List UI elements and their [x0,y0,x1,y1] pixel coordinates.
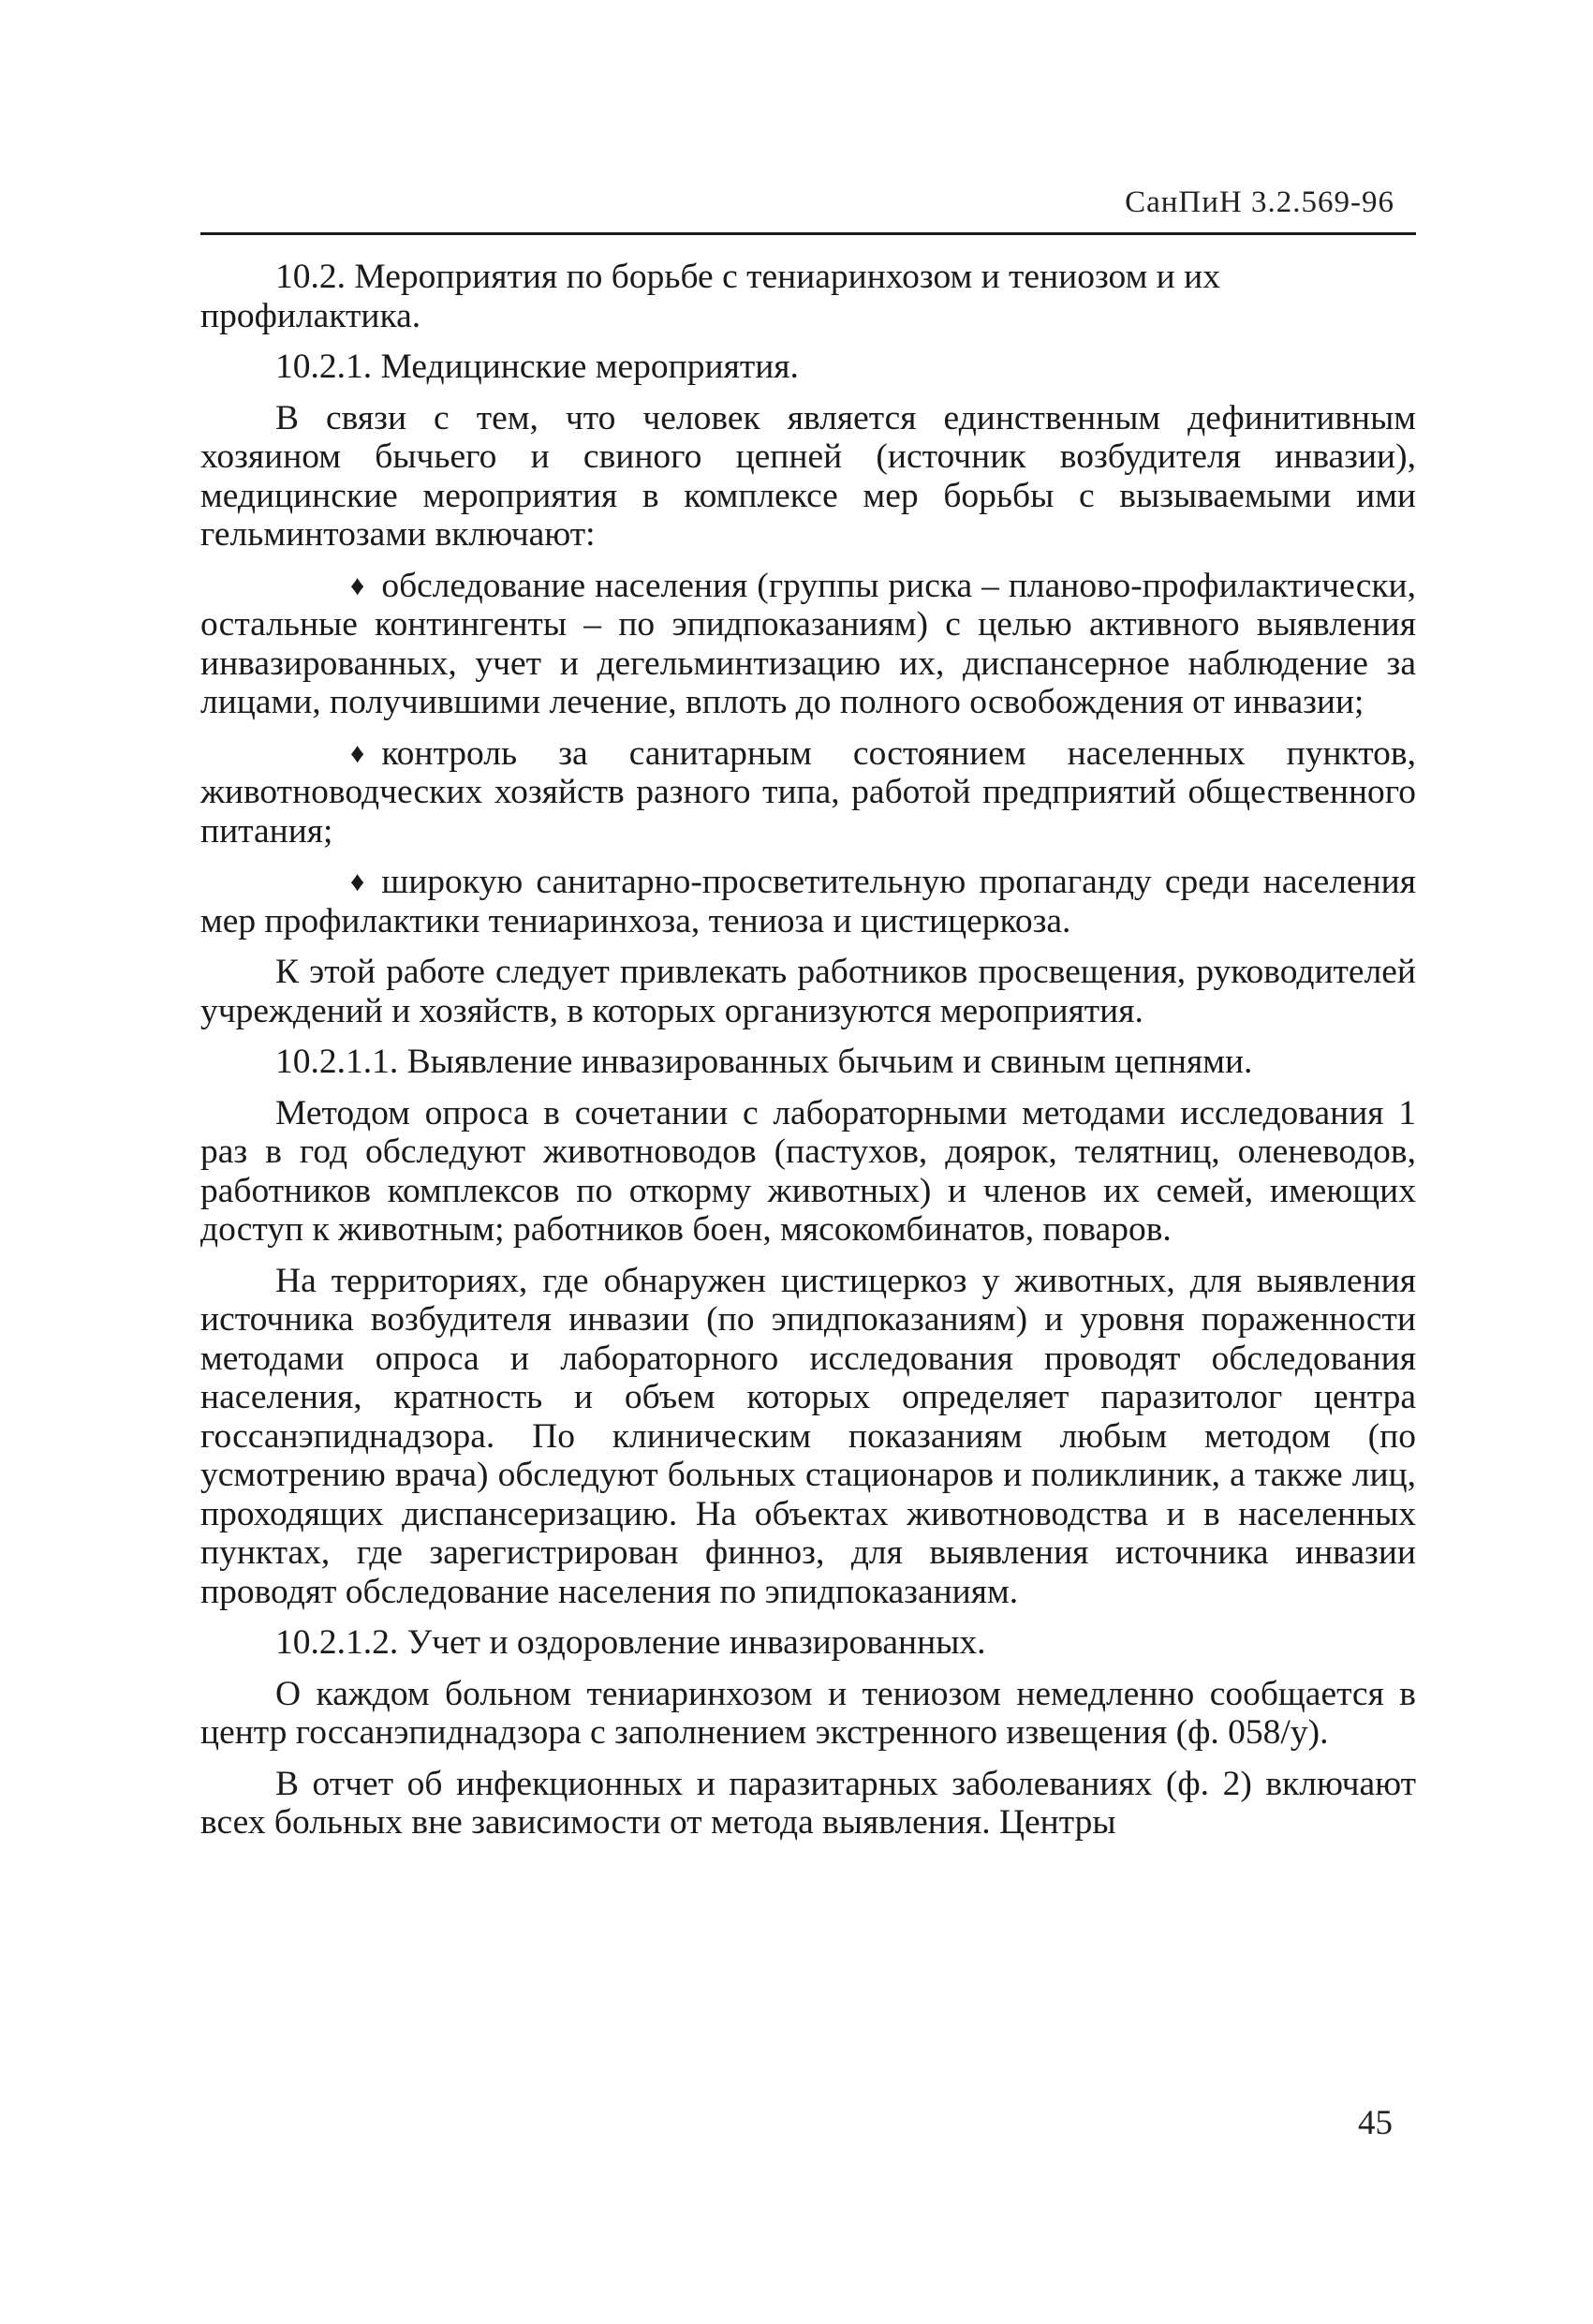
running-header: СанПиН 3.2.569-96 [1125,185,1394,219]
bullet-icon: ♦ [350,570,365,601]
subsection-heading: 10.2.1.1. Выявление инвазированных бычьим и свиным цепнями. [275,1043,1253,1081]
bullet-text: обследование населения (группы риска – планово-профилактически, остальные контингенты – по эпидпоказаниям) с целью активного выявления инвазированных, учет и дегельминтизацию их, диспансерное наблюдение за лицами, получившими лечение, вплоть до полного освобождения от инвазии; [200,566,1416,721]
paragraph: О каждом больном тениаринхозом и тениозом немедленно сообщается в центр госсанэпиднадзора с заполнением экстренного извещения (ф. 058/у). [200,1674,1416,1752]
page-number: 45 [1358,2104,1393,2142]
bullet-item [200,863,1416,940]
body-text [200,258,1416,1855]
bullet-item [200,734,1416,851]
bullet-item [200,567,1416,722]
bullet-icon: ♦ [350,737,365,769]
paragraph: На территориях, где обнаружен цистицеркоз у животных, для выявления источника возбудителя инвазии (по эпидпоказаниям) и уровня пораженности методами опроса и лабораторного исследования проводят обследования населения, кратность и объем которых определяет паразитолог центра госсанэпиднадзора. По клиническим показаниям любым методом (по усмотрению врача) обследуют больных стационаров и поликлиник, а также лиц, проходящих диспансеризацию. На объектах животноводства и в населенных пунктах, где зарегистрирован финноз, для выявления источника инвазии проводят обследование населения по эпидпоказаниям. [200,1261,1416,1611]
bullet-icon: ♦ [350,866,365,897]
paragraph: В связи с тем, что человек является единственным дефинитивным хозяином бычьего и свиного цепней (источник возбудителя инвазии), медицинские мероприятия в комплексе мер борьбы с вызываемыми ими гельминтозами включают: [200,398,1416,554]
subsection-heading: 10.2.1.2. Учет и оздоровление инвазированных. [275,1623,986,1662]
paragraph: К этой работе следует привлекать работников просвещения, руководителей учреждений и хозяйств, в которых организуются мероприятия. [200,953,1416,1030]
subsection-heading: 10.2.1. Медицинские мероприятия. [275,348,799,386]
header-rule [200,232,1416,235]
section-heading: 10.2. Мероприятия по борьбе с тениаринхозом и тениозом и их профилактика. [200,258,1220,335]
bullet-text: широкую санитарно-просветительную пропаганду среди населения мер профилактики тениаринхоза, тениоза и цистицеркоза. [200,863,1416,940]
paragraph: Методом опроса в сочетании с лабораторными методами исследования 1 раз в год обследуют животноводов (пастухов, доярок, телятниц, оленеводов, работников комплексов по откорму животных) и членов их семей, имеющих доступ к животным; работников боен, мясокомбинатов, поваров. [200,1093,1416,1249]
paragraph: В отчет об инфекционных и паразитарных заболеваниях (ф. 2) включают всех больных вне зависимости от метода выявления. Центры [200,1764,1416,1842]
bullet-text: контроль за санитарным состоянием населенных пунктов, животноводческих хозяйств разного типа, работой предприятий общественного питания; [200,733,1416,851]
